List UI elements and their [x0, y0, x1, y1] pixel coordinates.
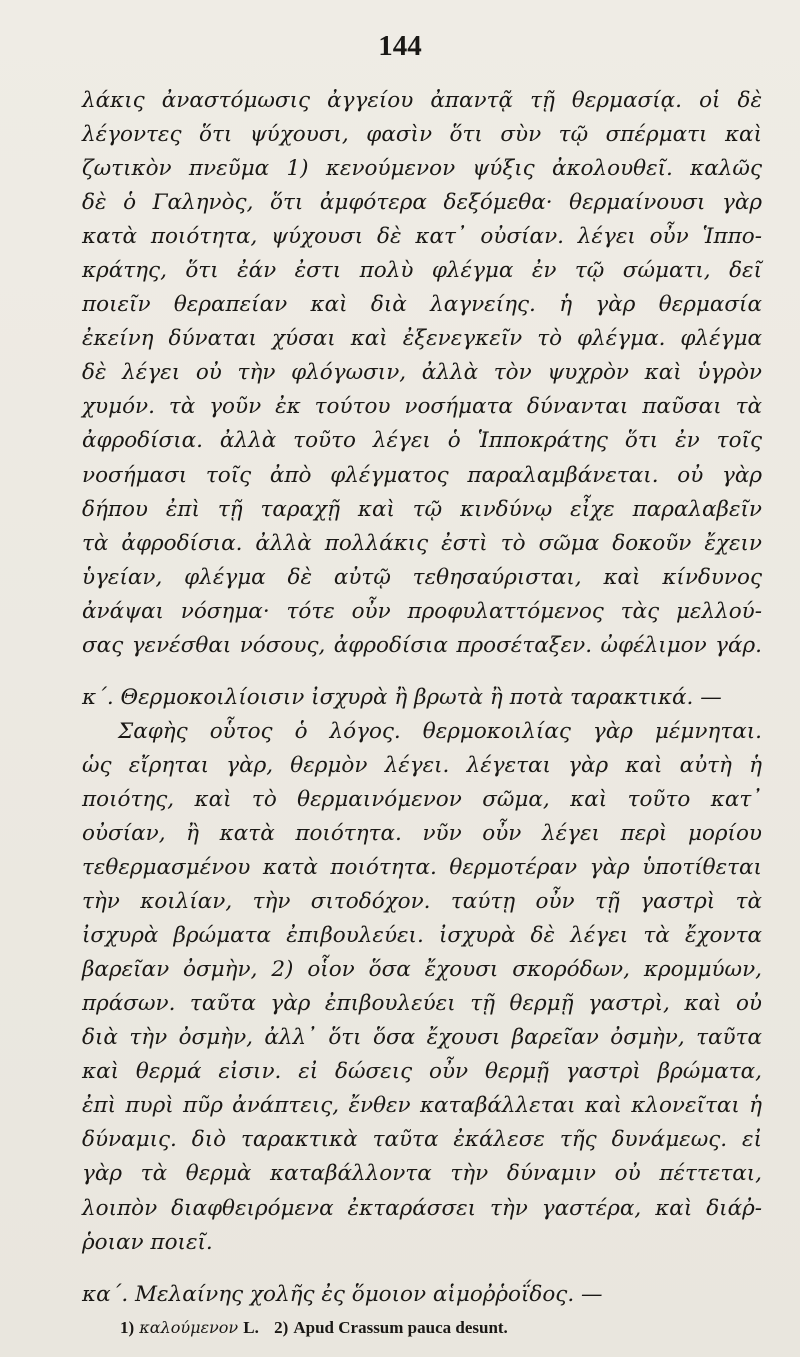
text-line: ζωτικὸν πνεῦμα 1) κενούμενον ψύξις ἀκολουθεῖ. καλῶς: [82, 156, 762, 182]
text-line: κατὰ ποιότητα, ψύχουσι δὲ κατ᾽ οὐσίαν. λέγει οὖν Ἱππο-: [82, 224, 762, 250]
footnote-siglum: L.: [243, 1318, 259, 1337]
text-line: ποιότης, καὶ τὸ θερμαινόμενον σῶμα, καὶ τοῦτο κατ᾽: [82, 786, 762, 812]
text-line: λοιπὸν διαφθειρόμενα ἐκταράσσει τὴν γαστέρα, καὶ διάῤ-: [82, 1195, 762, 1221]
footnote-marker: 2): [274, 1318, 289, 1337]
text-line: διὰ τὴν ὀσμὴν, ἀλλ᾽ ὅτι ὅσα ἔχουσι βαρεῖαν ὀσμὴν, ταῦτα: [82, 1025, 762, 1051]
text-line: οὐσίαν, ἢ κατὰ ποιότητα. νῦν οὖν λέγει περὶ μορίου: [82, 820, 762, 846]
text-line: δὲ ὁ Γαληνὸς, ὅτι ἀμφότερα δεξόμεθα· θερμαίνουσι γὰρ: [82, 190, 762, 216]
footnotes: [120, 1318, 720, 1338]
main-text: [82, 84, 762, 1312]
aphorism-heading: κα΄. Μελαίνης χολῆς ἐς ὅμοιον αἱμοῤῥοΐδος. —: [82, 1281, 603, 1307]
text-line: ποιεῖν θεραπείαν καὶ διὰ λαγνείης. ἡ γὰρ θερμασία: [82, 292, 762, 318]
text-line: δὲ λέγει οὐ τὴν φλόγωσιν, ἀλλὰ τὸν ψυχρὸν καὶ ὑγρὸν: [82, 360, 762, 386]
text-line: ὑγείαν, φλέγμα δὲ αὐτῷ τεθησαύρισται, καὶ κίνδυνος: [82, 564, 762, 590]
text-line: χυμόν. τὰ γοῦν ἐκ τούτου νοσήματα δύνανται παῦσαι τὰ: [82, 394, 762, 420]
text-line: ἐκείνη δύναται χύσαι καὶ ἐξενεγκεῖν τὸ φλέγμα. φλέγμα: [82, 326, 762, 352]
text-line: νοσήμασι τοῖς ἀπὸ φλέγματος παραλαμβάνεται. οὐ γὰρ: [82, 462, 762, 488]
text-line: τὴν κοιλίαν, τὴν σιτοδόχον. ταύτῃ οὖν τῇ γαστρὶ τὰ: [82, 889, 762, 915]
text-line: ῥοιαν ποιεῖ.: [82, 1229, 213, 1255]
paragraph-gap: [82, 1260, 762, 1278]
text-line: λάκις ἀναστόμωσις ἀγγείου ἀπαντᾷ τῇ θερμασίᾳ. οἱ δὲ: [82, 88, 762, 113]
text-line: ἀνάψαι νόσημα· τότε οὖν προφυλαττόμενος τὰς μελλού-: [82, 598, 762, 624]
footnote-text: Apud Crassum pauca desunt.: [293, 1318, 508, 1337]
footnote-marker: 1): [120, 1318, 135, 1337]
text-line: καὶ θερμά εἰσιν. εἰ δώσεις οὖν θερμῇ γαστρὶ βρώματα,: [82, 1059, 762, 1085]
text-line: βαρεῖαν ὀσμὴν, 2) οἷον ὅσα ἔχουσι σκορόδων, κρομμύων,: [82, 957, 762, 983]
paragraph-gap: [82, 663, 762, 681]
text-line: δήπου ἐπὶ τῇ ταραχῇ καὶ τῷ κινδύνῳ εἶχε παραλαβεῖν: [82, 496, 762, 522]
page-number: 144: [378, 30, 422, 62]
footnote-variant: καλούμενον: [139, 1318, 239, 1337]
text-line: κράτης, ὅτι ἐάν ἐστι πολὺ φλέγμα ἐν τῷ σώματι, δεῖ: [82, 258, 762, 284]
text-line: πράσων. ταῦτα γὰρ ἐπιβουλεύει τῇ θερμῇ γαστρὶ, καὶ οὐ: [82, 991, 762, 1017]
text-line: ὡς εἴρηται γὰρ, θερμὸν λέγει. λέγεται γὰρ καὶ αὐτὴ ἡ: [82, 752, 762, 778]
text-line: δύναμις. διὸ ταρακτικὰ ταῦτα ἐκάλεσε τῆς δυνάμεως. εἰ: [82, 1127, 762, 1153]
text-line: σας γενέσθαι νόσους, ἀφροδίσια προσέταξεν. ὠφέλιμον γάρ.: [82, 632, 762, 658]
text-line: λέγοντες ὅτι ψύχουσι, φασὶν ὅτι σὺν τῷ σπέρματι καὶ: [82, 122, 762, 148]
text-line: ἐπὶ πυρὶ πῦρ ἀνάπτεις, ἔνθεν καταβάλλεται καὶ κλονεῖται ἡ: [82, 1093, 762, 1119]
text-line: γὰρ τὰ θερμὰ καταβάλλοντα τὴν δύναμιν οὐ πέττεται,: [82, 1161, 762, 1187]
text-line: τεθερμασμένου κατὰ ποιότητα. θερμοτέραν γὰρ ὑποτίθεται: [82, 855, 762, 881]
text-line: Σαφὴς οὗτος ὁ λόγος. θερμοκοιλίας γὰρ μέμνηται.: [118, 718, 762, 744]
text-line: τὰ ἀφροδίσια. ἀλλὰ πολλάκις ἐστὶ τὸ σῶμα δοκοῦν ἔχειν: [82, 530, 762, 556]
text-line: ἰσχυρὰ βρώματα ἐπιβουλεύει. ἰσχυρὰ δὲ λέγει τὰ ἔχοντα: [82, 923, 762, 949]
aphorism-heading: κ΄. Θερμοκοιλίοισιν ἰσχυρὰ ἢ βρωτὰ ἢ ποτὰ ταρακτικά. —: [82, 684, 722, 710]
text-line: ἀφροδίσια. ἀλλὰ τοῦτο λέγει ὁ Ἱπποκράτης ὅτι ἐν τοῖς: [82, 428, 762, 454]
